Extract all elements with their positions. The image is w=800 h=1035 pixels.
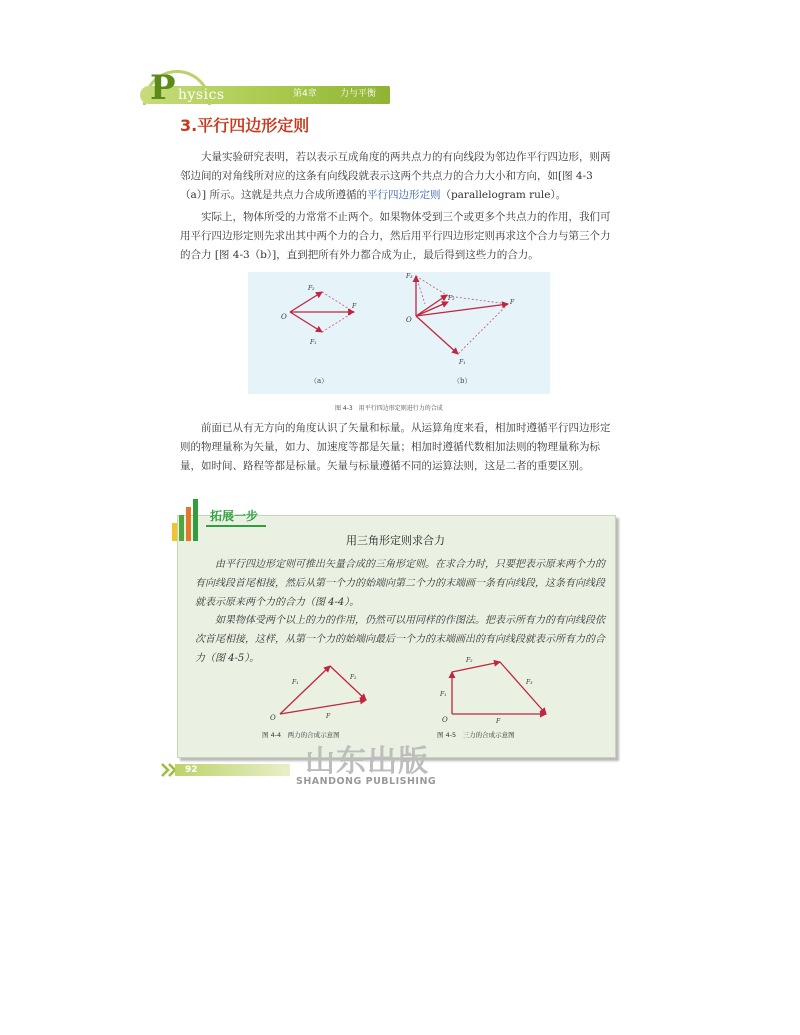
arrow-F2-fig44 <box>330 666 366 700</box>
figure-4-5-caption: 图 4-5 三力的合成示意图 <box>437 731 515 739</box>
label-F1-b: F₁ <box>459 359 466 366</box>
label-O-fig45: O <box>442 716 448 724</box>
para1-text-before: 大量实验研究表明，若以表示互成角度的两共点力的有向线段为邻边作平行四边形，则两邻边间的对角线所对应的这条有向线段就表示这两个共点力的合力大小和方向，如[图 4-3（a）] 所示。这就是共点力合成所遵循的 <box>180 151 611 201</box>
figure-4-4-caption: 图 4-4 两力的合成示意图 <box>262 731 340 739</box>
diagram-b <box>405 272 515 385</box>
diagram-a <box>281 285 357 385</box>
extension-label-underline <box>206 525 266 527</box>
label-F1-fig45: F₁ <box>440 691 447 698</box>
label-F2-fig44: F₂ <box>350 674 357 681</box>
page-number: 92 <box>185 765 198 775</box>
subfigure-label-a: （a） <box>310 377 329 385</box>
publisher-watermark-cn: 山东出版 <box>305 744 429 779</box>
label-F3-fig45: F₃ <box>526 679 533 686</box>
dashed-line-b2 <box>448 296 508 304</box>
dashed-line-a1 <box>322 292 354 312</box>
extension-paragraph-triangle-rule: 由平行四边形定则可推出矢量合成的三角形定则。在求合力时，只要把表示原来两个力的有向线段首尾相接，然后从第一个力的始端向第二个力的末端画一条有向线段，这条有向线段就表示原来两个力的合力（图 4-4）。 <box>195 559 605 608</box>
dashed-line-b1 <box>416 276 448 296</box>
label-O-fig44: O <box>270 714 276 722</box>
extension-paragraph-multiple-forces: 如果物体受两个以上的力的作用，仍然可以用同样的作图法。把表示所有力的有向线段依次首尾相接，这样，从第一个力的始端向最后一个力的末端画出的有向线段就表示所有力的合力（图 4-5）。 <box>195 615 605 664</box>
extension-label: 拓展一步 <box>210 509 259 523</box>
arrow-F2-a <box>290 292 322 312</box>
parallelogram-rule-term: 平行四边形定则 <box>366 189 441 201</box>
extension-title: 用三角形定则求合力 <box>346 534 445 547</box>
physics-logo-rest: hysics <box>178 87 225 103</box>
paragraph-multiple-forces: 实际上，物体所受的力常常不止两个。如果物体受到三个或更多个共点力的作用，我们可用平行四边形定则先求出其中两个力的合力，然后用平行四边形定则再求这个合力与第三个力的合力 [图 4-3（b）]，直到把所有外力都合成为止，最后得到这些力的合力。 <box>180 211 611 261</box>
figure-4-3-caption: 图 4-3 用平行四边形定则进行力的合成 <box>335 405 443 412</box>
section-title: 3.平行四边形定则 <box>180 116 310 135</box>
label-O-b: O <box>406 316 412 324</box>
para1-text-after: （parallelogram rule）。 <box>440 189 567 201</box>
paragraph-parallelogram-rule <box>180 148 616 205</box>
chapter-label: 第4章 <box>293 89 317 99</box>
label-F1-fig44: F₁ <box>292 679 299 686</box>
label-F-fig44: F <box>326 713 331 720</box>
arrow-F1-b <box>416 316 458 354</box>
dashed-line-a2 <box>322 312 354 332</box>
subfigure-label-b: （b） <box>453 377 472 385</box>
dashed-line-b3 <box>458 304 508 354</box>
paragraph-vector-scalar: 前面已从有无方向的角度认识了矢量和标量。从运算角度来看，相加时遵循平行四边形定则的物理量称为矢量，如力、加速度等都是矢量；相加时遵循代数相加法则的物理量称为标量，如时间、路程等都是标量。矢量与标量遵循不同的运算法则，这是二者的重要区别。 <box>180 422 611 472</box>
dashed-line-b4 <box>416 276 425 304</box>
label-F-b: F <box>510 299 515 306</box>
label-F3-b: F₃ <box>406 273 413 280</box>
physics-logo-initial: P <box>150 68 176 108</box>
figure-4-3-panel <box>248 272 550 394</box>
label-F2-b: F₂ <box>448 295 455 302</box>
label-F1-a: F₁ <box>310 339 317 346</box>
label-O-a: O <box>281 313 287 321</box>
label-F2-a: F₂ <box>308 285 315 292</box>
chapter-title: 力与平衡 <box>340 89 377 99</box>
figure-4-3-diagram <box>248 272 550 394</box>
arrow-F1-a <box>290 312 322 332</box>
arrow-F3-fig45 <box>500 662 546 714</box>
label-F-a: F <box>352 303 357 310</box>
label-F-fig45: F <box>496 718 501 724</box>
label-F2-fig45: F₂ <box>466 657 473 664</box>
publisher-watermark-en: SHANDONG PUBLISHING <box>296 776 437 787</box>
